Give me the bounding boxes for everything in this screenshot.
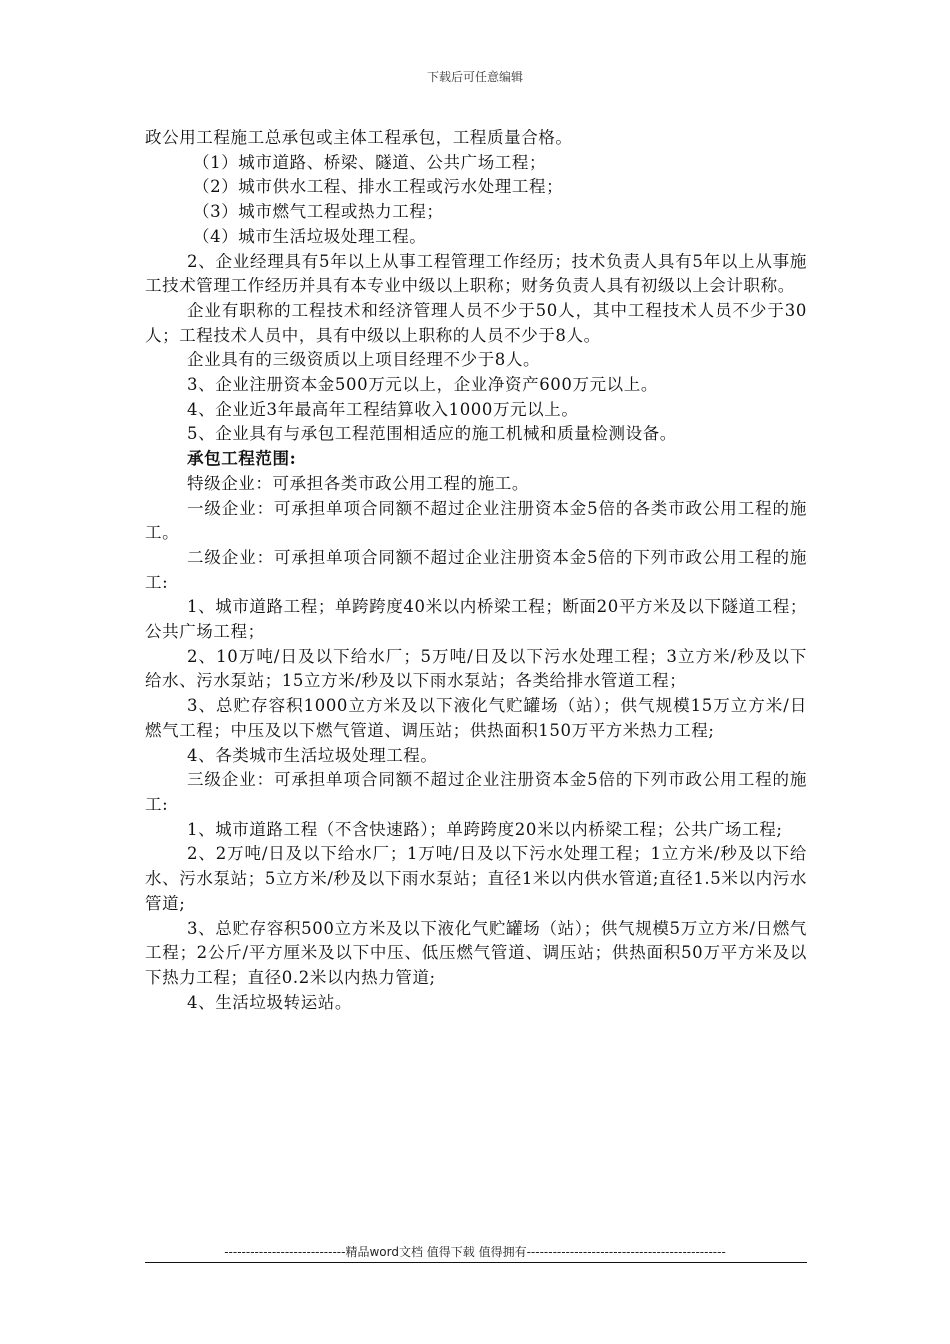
footer-divider: [145, 1262, 807, 1263]
page-footer: ----------------------------精品word文档 值得下载 值得拥有----------------------------------------------: [224, 1245, 726, 1259]
paragraph: 二级企业：可承担单项合同额不超过企业注册资本金5倍的下列市政公用工程的施工:: [145, 547, 807, 592]
page-header: 下载后可任意编辑: [426, 70, 523, 84]
paragraph: 政公用工程施工总承包或主体工程承包，工程质量合格。: [145, 128, 573, 147]
paragraph: 2、企业经理具有5年以上从事工程管理工作经历；技术负责人具有5年以上从事施工技术管理工作经历并具有本专业中级以上职称；财务负责人具有初级以上会计职称。: [145, 251, 807, 296]
paragraph: 4、企业近3年最高年工程结算收入1000万元以上。: [187, 399, 579, 419]
paragraph: 2、2万吨/日及以下给水厂；1万吨/日及以下污水处理工程；1立方米/秒及以下给水、污水泵站；5立方米/秒及以下雨水泵站；直径1米以内供水管道;直径1.5米以内污水管道;: [145, 844, 807, 913]
paragraph: 2、10万吨/日及以下给水厂；5万吨/日及以下污水处理工程；3立方米/秒及以下给水、污水泵站；15立方米/秒及以下雨水泵站；各类给排水管道工程；: [145, 646, 807, 691]
list-item: （3）城市燃气工程或热力工程；: [193, 202, 444, 222]
paragraph: 企业具有的三级资质以上项目经理不少于8人。: [187, 350, 541, 370]
paragraph: 企业有职称的工程技术和经济管理人员不少于50人，其中工程技术人员不少于30人；工程技术人员中，具有中级以上职称的人员不少于8人。: [145, 300, 807, 345]
list-item: （2）城市供水工程、排水工程或污水处理工程；: [193, 177, 564, 197]
list-item: （4）城市生活垃圾处理工程。: [193, 226, 427, 246]
paragraph: 4、生活垃圾转运站。: [187, 992, 352, 1012]
document-body: [145, 126, 807, 1015]
list-item: （1）城市道路、桥梁、隧道、公共广场工程；: [193, 152, 547, 172]
paragraph: 3、总贮存容积500立方米及以下液化气贮罐场（站）；供气规模5万立方米/日燃气工程；2公斤/平方厘米及以下中压、低压燃气管道、调压站；供热面积50万平方米及以下热力工程；直径0.2米以内热力管道;: [145, 918, 807, 987]
paragraph: 1、城市道路工程（不含快速路）；单跨跨度20米以内桥梁工程；公共广场工程;: [187, 819, 783, 839]
paragraph: 3、总贮存容积1000立方米及以下液化气贮罐场（站）；供气规模15万立方米/日燃气工程；中压及以下燃气管道、调压站；供热面积150万平方米热力工程;: [145, 696, 807, 740]
paragraph: 3、企业注册资本金500万元以上，企业净资产600万元以上。: [187, 375, 658, 395]
paragraph: 三级企业：可承担单项合同额不超过企业注册资本金5倍的下列市政公用工程的施工:: [145, 770, 807, 814]
paragraph: 一级企业：可承担单项合同额不超过企业注册资本金5倍的各类市政公用工程的施工。: [145, 498, 807, 543]
paragraph: 5、企业具有与承包工程范围相适应的施工机械和质量检测设备。: [187, 424, 677, 444]
paragraph: 特级企业：可承担各类市政公用工程的施工。: [187, 473, 529, 493]
paragraph: 4、各类城市生活垃圾处理工程。: [187, 745, 438, 765]
section-heading: 承包工程范围:: [187, 449, 297, 469]
paragraph: 1、城市道路工程；单跨跨度40米以内桥梁工程；断面20平方米及以下隧道工程；公共广场工程；: [145, 597, 807, 642]
